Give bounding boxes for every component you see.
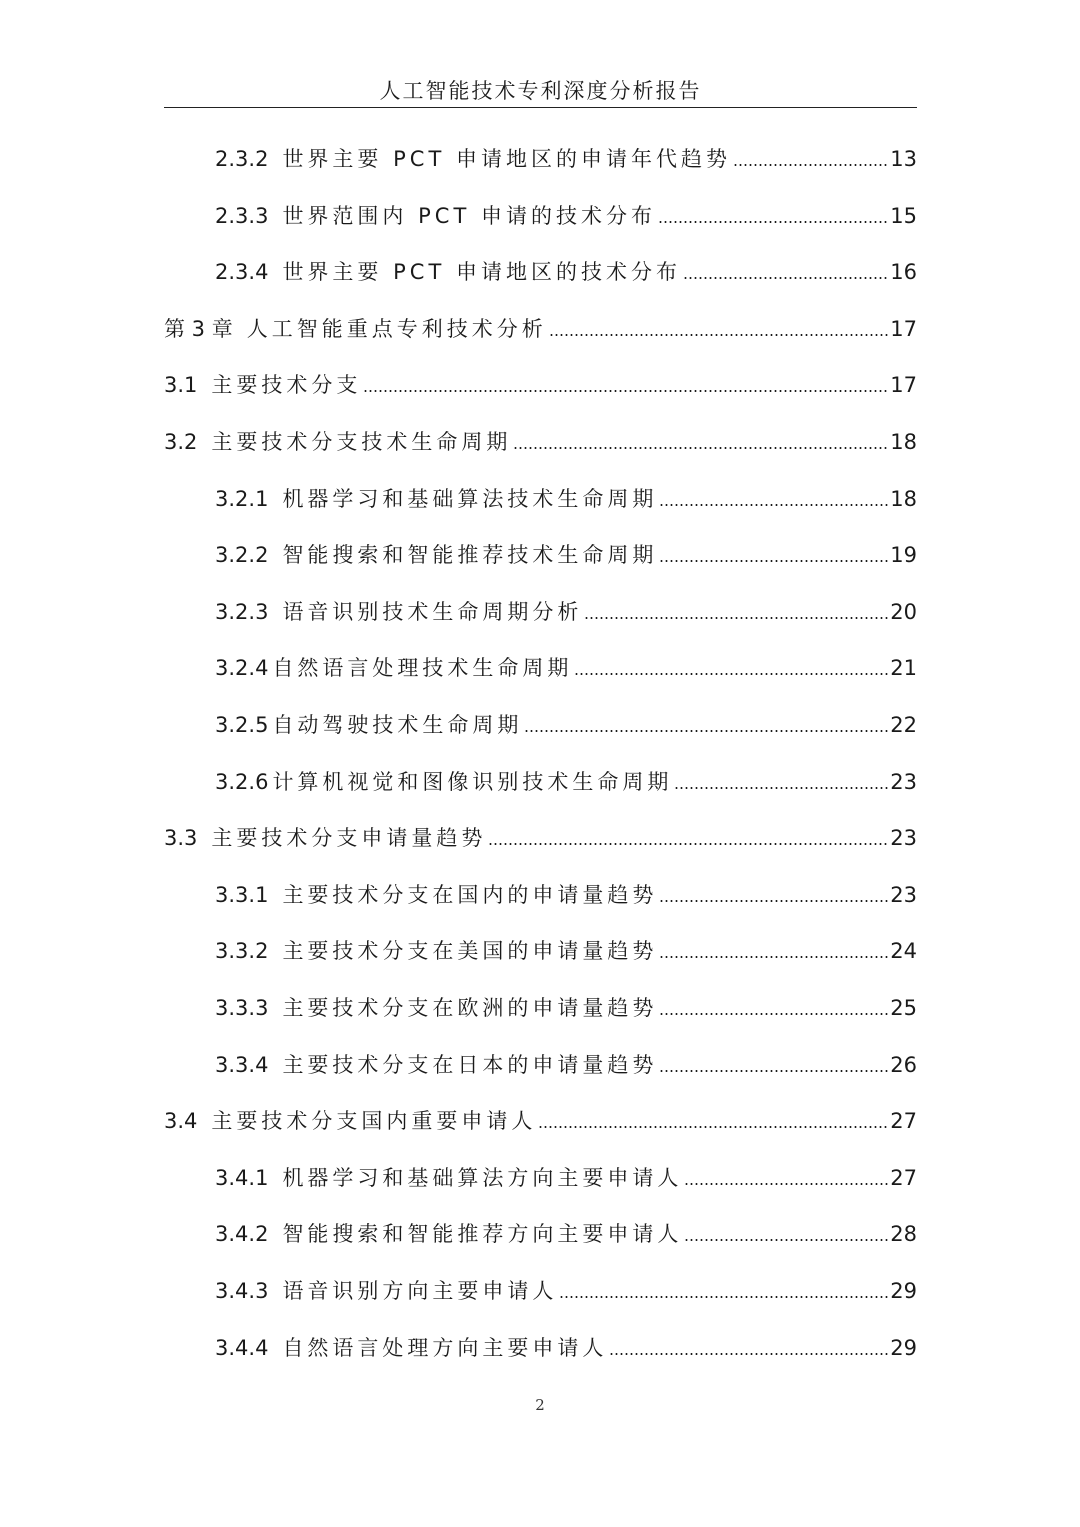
toc-dot-leader bbox=[559, 1290, 888, 1304]
toc-entry-title: 自动驾驶技术生命周期 bbox=[272, 713, 523, 737]
toc-entry-page: 29 bbox=[890, 1279, 917, 1303]
page-header-title: 人工智能技术专利深度分析报告 bbox=[379, 79, 702, 103]
toc-entry-title: 自然语言处理方向主要申请人 bbox=[282, 1336, 608, 1360]
toc-dot-leader bbox=[684, 1233, 888, 1247]
toc-dot-leader bbox=[584, 611, 888, 625]
toc-entry-number: 第 3 章 bbox=[164, 317, 233, 341]
toc-entry[interactable] bbox=[164, 414, 917, 470]
toc-entry-number: 3.3 bbox=[164, 826, 198, 850]
toc-entry-number: 3.2 bbox=[164, 430, 198, 454]
toc-entry[interactable] bbox=[215, 131, 917, 187]
toc-entry-number: 3.4 bbox=[164, 1109, 198, 1133]
toc-entry[interactable] bbox=[164, 357, 917, 413]
toc-dot-leader bbox=[658, 215, 888, 229]
toc-entry-title: 主要技术分支在日本的申请量趋势 bbox=[282, 1053, 658, 1077]
toc-entry-page: 15 bbox=[890, 204, 917, 228]
toc-entry-title: 人工智能重点专利技术分析 bbox=[246, 317, 547, 341]
toc-entry-number: 3.3.2 bbox=[215, 939, 269, 963]
toc-entry-number: 3.4.1 bbox=[215, 1166, 269, 1190]
toc-entry-page: 24 bbox=[890, 939, 917, 963]
toc-entry-title: 智能搜索和智能推荐方向主要申请人 bbox=[282, 1222, 683, 1246]
toc-entry[interactable] bbox=[215, 867, 917, 923]
toc-entry-number: 3.3.4 bbox=[215, 1053, 269, 1077]
toc-dot-leader bbox=[659, 498, 888, 512]
toc-entry-title: 计算机视觉和图像识别技术生命周期 bbox=[272, 770, 673, 794]
toc-dot-leader bbox=[659, 554, 888, 568]
toc-entry-title: 主要技术分支在欧洲的申请量趋势 bbox=[282, 996, 658, 1020]
toc-entry[interactable] bbox=[215, 1263, 917, 1319]
toc-entry-number: 3.2.2 bbox=[215, 543, 269, 567]
toc-dot-leader bbox=[659, 1007, 888, 1021]
toc-entry-page: 17 bbox=[890, 317, 917, 341]
toc-entry[interactable] bbox=[215, 754, 917, 810]
toc-entry-page: 29 bbox=[890, 1336, 917, 1360]
toc-entry-page: 16 bbox=[890, 260, 917, 284]
toc-entry-page: 25 bbox=[890, 996, 917, 1020]
header-divider bbox=[164, 107, 917, 108]
toc-entry-title: 世界主要 PCT 申请地区的技术分布 bbox=[282, 260, 681, 284]
toc-entry-page: 13 bbox=[890, 147, 917, 171]
toc-entry-number: 3.1 bbox=[164, 373, 198, 397]
toc-entry-number: 3.3.1 bbox=[215, 883, 269, 907]
toc-entry[interactable] bbox=[215, 244, 917, 300]
toc-dot-leader bbox=[684, 1177, 888, 1191]
toc-entry[interactable] bbox=[215, 584, 917, 640]
toc-entry-page: 18 bbox=[890, 430, 917, 454]
page-number: 2 bbox=[535, 1396, 545, 1414]
toc-entry[interactable] bbox=[164, 301, 917, 357]
toc-dot-leader bbox=[574, 667, 888, 681]
toc-entry-number: 2.3.2 bbox=[215, 147, 269, 171]
toc-entry-title: 自然语言处理技术生命周期 bbox=[272, 656, 573, 680]
toc-entry-page: 19 bbox=[890, 543, 917, 567]
toc-entry-page: 27 bbox=[890, 1109, 917, 1133]
toc-entry-title: 主要技术分支申请量趋势 bbox=[211, 826, 487, 850]
toc-entry-title: 主要技术分支技术生命周期 bbox=[211, 430, 512, 454]
toc-entry[interactable] bbox=[164, 1093, 917, 1149]
toc-entry-title: 语音识别技术生命周期分析 bbox=[282, 600, 583, 624]
toc-entry[interactable] bbox=[215, 697, 917, 753]
toc-dot-leader bbox=[659, 894, 888, 908]
toc-entry-page: 27 bbox=[890, 1166, 917, 1190]
toc-entry-number: 3.2.1 bbox=[215, 487, 269, 511]
toc-entry-title: 语音识别方向主要申请人 bbox=[282, 1279, 558, 1303]
toc-entry-page: 18 bbox=[890, 487, 917, 511]
toc-dot-leader bbox=[524, 724, 888, 738]
toc-dot-leader bbox=[659, 1064, 888, 1078]
toc-entry[interactable] bbox=[215, 471, 917, 527]
toc-entry-title: 主要技术分支在国内的申请量趋势 bbox=[282, 883, 658, 907]
toc-dot-leader bbox=[674, 781, 888, 795]
toc-entry[interactable] bbox=[215, 1037, 917, 1093]
toc-entry-title: 世界范围内 PCT 申请的技术分布 bbox=[282, 204, 656, 228]
toc-dot-leader bbox=[609, 1347, 888, 1361]
toc-entry[interactable] bbox=[215, 923, 917, 979]
toc-dot-leader bbox=[659, 950, 888, 964]
toc-entry-title: 智能搜索和智能推荐技术生命周期 bbox=[282, 543, 658, 567]
toc-entry-number: 3.2.5 bbox=[215, 713, 269, 737]
toc-entry[interactable] bbox=[215, 1320, 917, 1376]
toc-entry-page: 23 bbox=[890, 883, 917, 907]
toc-entry-title: 主要技术分支在美国的申请量趋势 bbox=[282, 939, 658, 963]
toc-entry-title: 机器学习和基础算法技术生命周期 bbox=[282, 487, 658, 511]
toc-entry-page: 21 bbox=[890, 656, 917, 680]
toc-entry-page: 17 bbox=[890, 373, 917, 397]
toc-entry-title: 主要技术分支国内重要申请人 bbox=[211, 1109, 537, 1133]
toc-entry[interactable] bbox=[215, 527, 917, 583]
toc-entry-page: 28 bbox=[890, 1222, 917, 1246]
toc-entry-number: 3.4.3 bbox=[215, 1279, 269, 1303]
toc-entry[interactable] bbox=[215, 1150, 917, 1206]
toc-entry[interactable] bbox=[215, 980, 917, 1036]
toc-entry-number: 3.2.4 bbox=[215, 656, 269, 680]
toc-entry-number: 3.3.3 bbox=[215, 996, 269, 1020]
toc-entry-page: 20 bbox=[890, 600, 917, 624]
toc-entry-page: 23 bbox=[890, 826, 917, 850]
toc-entry-page: 22 bbox=[890, 713, 917, 737]
toc-dot-leader bbox=[538, 1120, 888, 1134]
toc-dot-leader bbox=[513, 441, 888, 455]
toc-entry-number: 3.4.4 bbox=[215, 1336, 269, 1360]
toc-dot-leader bbox=[549, 328, 889, 342]
toc-entry-number: 3.2.3 bbox=[215, 600, 269, 624]
toc-entry-title: 主要技术分支 bbox=[211, 373, 362, 397]
toc-entry[interactable] bbox=[215, 1206, 917, 1262]
toc-entry-number: 2.3.3 bbox=[215, 204, 269, 228]
toc-entry-page: 23 bbox=[890, 770, 917, 794]
toc-entry-number: 3.2.6 bbox=[215, 770, 269, 794]
toc-entry-title: 世界主要 PCT 申请地区的申请年代趋势 bbox=[282, 147, 731, 171]
toc-dot-leader bbox=[683, 271, 888, 285]
toc-entry-title: 机器学习和基础算法方向主要申请人 bbox=[282, 1166, 683, 1190]
toc-entry-number: 3.4.2 bbox=[215, 1222, 269, 1246]
toc-dot-leader bbox=[363, 384, 888, 398]
toc-entry[interactable] bbox=[164, 810, 917, 866]
toc-entry[interactable] bbox=[215, 188, 917, 244]
toc-dot-leader bbox=[488, 837, 888, 851]
toc-entry-page: 26 bbox=[890, 1053, 917, 1077]
toc-entry-number: 2.3.4 bbox=[215, 260, 269, 284]
toc-dot-leader bbox=[733, 158, 888, 172]
toc-entry[interactable] bbox=[215, 640, 917, 696]
